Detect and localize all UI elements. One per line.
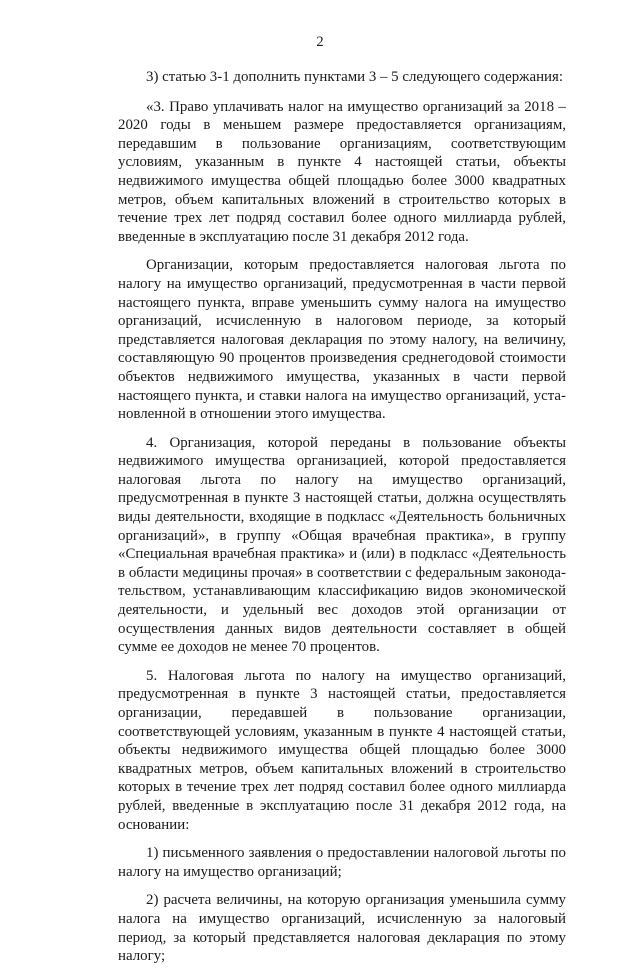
- page-number: 2: [316, 34, 324, 50]
- document-body: [118, 68, 566, 976]
- paragraph-item-5: 5. Налоговая льгота по налогу на имущество организаций, предусмотренная в пункте 3 настоящей статьи, предоставляется организации, передавшей в пользование организации, соответствующей условиям, указанным в пункте 4 настоящей статьи, объекты недвижимого имущества общей площадью более 3000 квадратных метров, объем капитальных вложений в строительство которых в течение трех лет подряд составил более одного миллиарда рублей, введенные в эксплуатацию после 31 декабря 2012 года, на основании:: [118, 667, 566, 833]
- paragraph-subitem-2: 2) расчета величины, на которую организация уменьшила сумму налога на имущество организаций, исчисленную за налоговый период, за который представляется налоговая декларация по этому налогу;: [118, 892, 566, 965]
- paragraph-intro: 3) статью 3-1 дополнить пунктами 3 – 5 следующего содержания:: [146, 69, 563, 85]
- paragraph-subitem-1: 1) письменного заявления о предоставлении налоговой льготы по налогу на имущество организаций;: [118, 845, 566, 880]
- paragraph-item-3-part-2: Организации, которым предоставляется налоговая льгота по налогу на имущество организаций, предусмотренная в части первой настоящего пункта, вправе уменьшить сумму налога на имущество организаций, исчисленную в налоговом периоде, за который представляется налоговая декларация по этому налогу, на величину, составляющую 90 процентов произведения среднегодовой стоимости объектов недвижимого имущества, указанных в части первой настоящего пункта, и ставки налога на имущество организаций, установленной в отношении этого имущества.: [118, 257, 566, 423]
- paragraph-item-4: 4. Организация, которой переданы в пользование объекты недвижимого имущества организацией, которой предоставляется налоговая льгота по налогу на имущество организаций, предусмотренная в пункте 3 настоящей статьи, должна осуществлять виды деятельности, входящие в подкласс «Деятельность больничных организаций», в группу «Общая врачебная практика», в группу «Специальная врачебная практика» и (или) в подкласс «Деятельность в области медицины прочая» в соответствии с федеральным законодательством, устанавливающим классификацию видов экономической деятельности, и удельный вес доходов этой организации от осуществления данных видов деятельности составляет в общей сумме ее доходов не менее 70 процентов.: [118, 434, 566, 656]
- paragraph-item-3: «3. Право уплачивать налог на имущество организаций за 2018 – 2020 годы в меньшем размере предоставляется организациям, передавшим в пользование организациям, соответствующим условиям, указанным в пункте 4 настоящей статьи, объекты недвижимого имущества общей площадью более 3000 квадратных метров, объем капитальных вложений в строительство которых в течение трех лет подряд составил более одного миллиарда рублей, введенные в эксплуатацию после 31 декабря 2012 года.: [118, 98, 566, 245]
